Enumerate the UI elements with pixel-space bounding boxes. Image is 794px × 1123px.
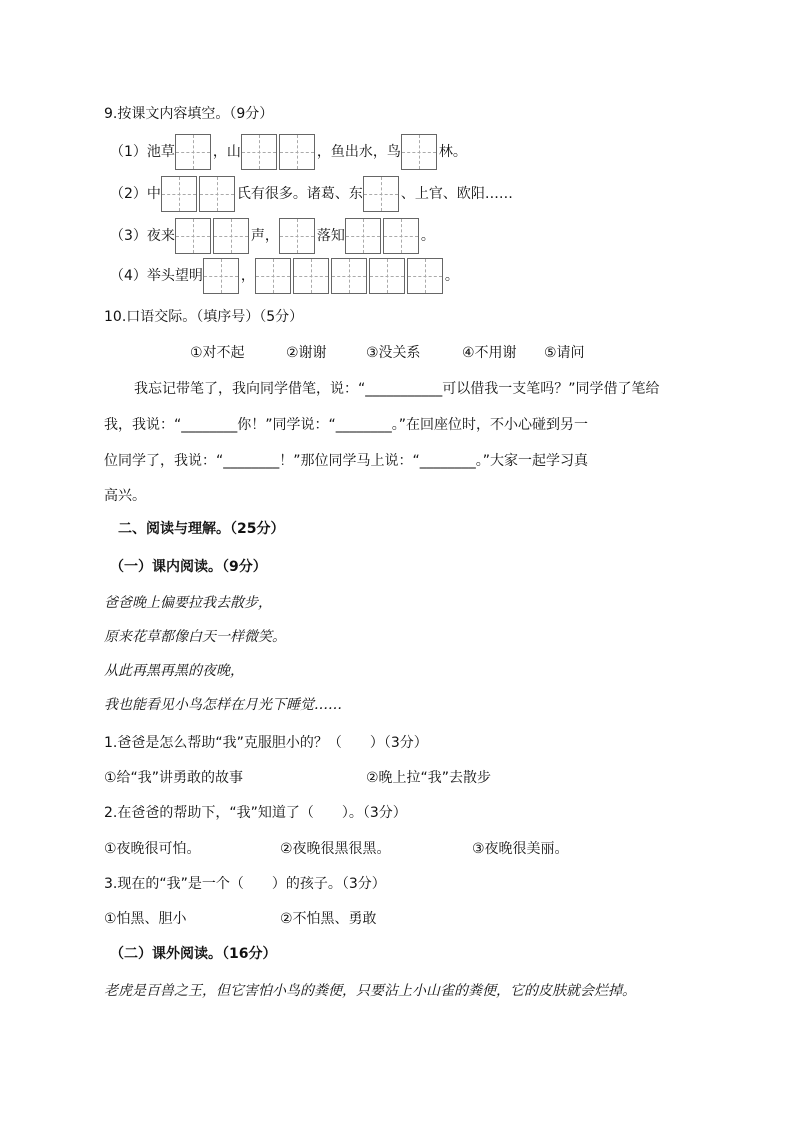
r3-options bbox=[104, 908, 377, 928]
q9-l3-d: 。 bbox=[420, 228, 435, 244]
blank-grid[interactable] bbox=[363, 176, 401, 212]
option-4: ④不用谢 bbox=[462, 345, 517, 361]
poem-line-2: 原来花草都像白天一样微笑。 bbox=[104, 629, 286, 645]
q10-para-4: 高兴。 bbox=[104, 488, 146, 504]
q9-l3-b: 声， bbox=[250, 228, 279, 244]
r3-option-a: ①怕黑、胆小 bbox=[104, 911, 187, 927]
q9-l4-a: （4）举头望明 bbox=[110, 268, 203, 284]
blank-grid[interactable] bbox=[401, 134, 439, 170]
q10-para-1: 我忘记带笔了，我向同学借笔，说：“___________可以借我一支笔吗？”同学借了笔给 bbox=[134, 381, 660, 397]
q9-l2-c: 、上官、欧阳…… bbox=[400, 186, 513, 202]
q10-para-2: 我，我说：“________你！”同学说：“________。”在回座位时，不小心碰到另一 bbox=[104, 417, 589, 433]
blank-grid[interactable] bbox=[279, 218, 317, 254]
q9-l2-b: 氏有很多。诸葛、东 bbox=[236, 186, 363, 202]
option-1: ①对不起 bbox=[190, 345, 245, 361]
option-3: ③没关系 bbox=[366, 345, 421, 361]
q9-l1-b: ，山 bbox=[212, 144, 241, 160]
poem-line-4: 我也能看见小鸟怎样在月光下睡觉…… bbox=[104, 697, 342, 713]
q10-options bbox=[190, 342, 585, 362]
r1-question: 1.爸爸是怎么帮助“我”克服胆小的？（ ）（3分） bbox=[104, 735, 428, 751]
blank-grid[interactable] bbox=[241, 134, 317, 170]
q9-l3-c: 落知 bbox=[316, 228, 345, 244]
r2-question: 2.在爸爸的帮助下，“我”知道了（ ）。（3分） bbox=[104, 805, 407, 821]
q9-title: 9.按课文内容填空。（9分） bbox=[104, 106, 274, 122]
section2-title: 二、阅读与理解。（25分） bbox=[118, 521, 285, 537]
q9-l4-b: ， bbox=[240, 268, 255, 284]
poem-line-1: 爸爸晚上偏要拉我去散步， bbox=[104, 595, 272, 611]
r2-option-b: ②夜晚很黑很黑。 bbox=[280, 841, 391, 857]
section2-part1: （一）课内阅读。（9分） bbox=[110, 559, 267, 575]
blank-grid[interactable] bbox=[203, 258, 241, 294]
blank-grid[interactable] bbox=[161, 176, 237, 212]
q9-line-2 bbox=[110, 176, 513, 212]
r2-option-a: ①夜晚很可怕。 bbox=[104, 841, 201, 857]
r3-question: 3.现在的“我”是一个（ ）的孩子。（3分） bbox=[104, 876, 386, 892]
q9-line-3 bbox=[110, 218, 435, 254]
section2-part2: （二）课外阅读。（16分） bbox=[110, 946, 277, 962]
r1-option-a: ①给“我”讲勇敢的故事 bbox=[104, 770, 244, 786]
option-5: ⑤请问 bbox=[544, 345, 585, 361]
r3-option-b: ②不怕黑、勇敢 bbox=[280, 911, 377, 927]
q9-line-1 bbox=[110, 134, 467, 170]
q9-l4-c: 。 bbox=[444, 268, 459, 284]
q9-l3-a: （3）夜来 bbox=[110, 228, 175, 244]
q9-l1-d: 林。 bbox=[438, 144, 467, 160]
r2-options bbox=[104, 838, 569, 858]
passage-line-1: 老虎是百兽之王，但它害怕小鸟的粪便，只要沾上小山雀的粪便，它的皮肤就会烂掉。 bbox=[104, 983, 636, 999]
q9-l1-a: （1）池草 bbox=[110, 144, 175, 160]
r1-options bbox=[104, 767, 491, 787]
r1-option-b: ②晚上拉“我”去散步 bbox=[366, 770, 492, 786]
blank-grid[interactable] bbox=[175, 134, 213, 170]
q10-title: 10.口语交际。（填序号）（5分） bbox=[104, 309, 304, 325]
q9-l2-a: （2）中 bbox=[110, 186, 161, 202]
r2-option-c: ③夜晚很美丽。 bbox=[472, 841, 569, 857]
q9-line-4 bbox=[110, 258, 459, 294]
q10-para-3: 位同学了，我说：“________！”那位同学马上说：“________。”大家一起学习真 bbox=[104, 453, 589, 469]
poem-line-3: 从此再黑再黑的夜晚， bbox=[104, 663, 244, 679]
blank-grid[interactable] bbox=[345, 218, 421, 254]
q9-l1-c: ，鱼出水，鸟 bbox=[316, 144, 401, 160]
blank-grid[interactable] bbox=[175, 218, 251, 254]
blank-grid[interactable] bbox=[255, 258, 445, 294]
option-2: ②谢谢 bbox=[286, 345, 327, 361]
